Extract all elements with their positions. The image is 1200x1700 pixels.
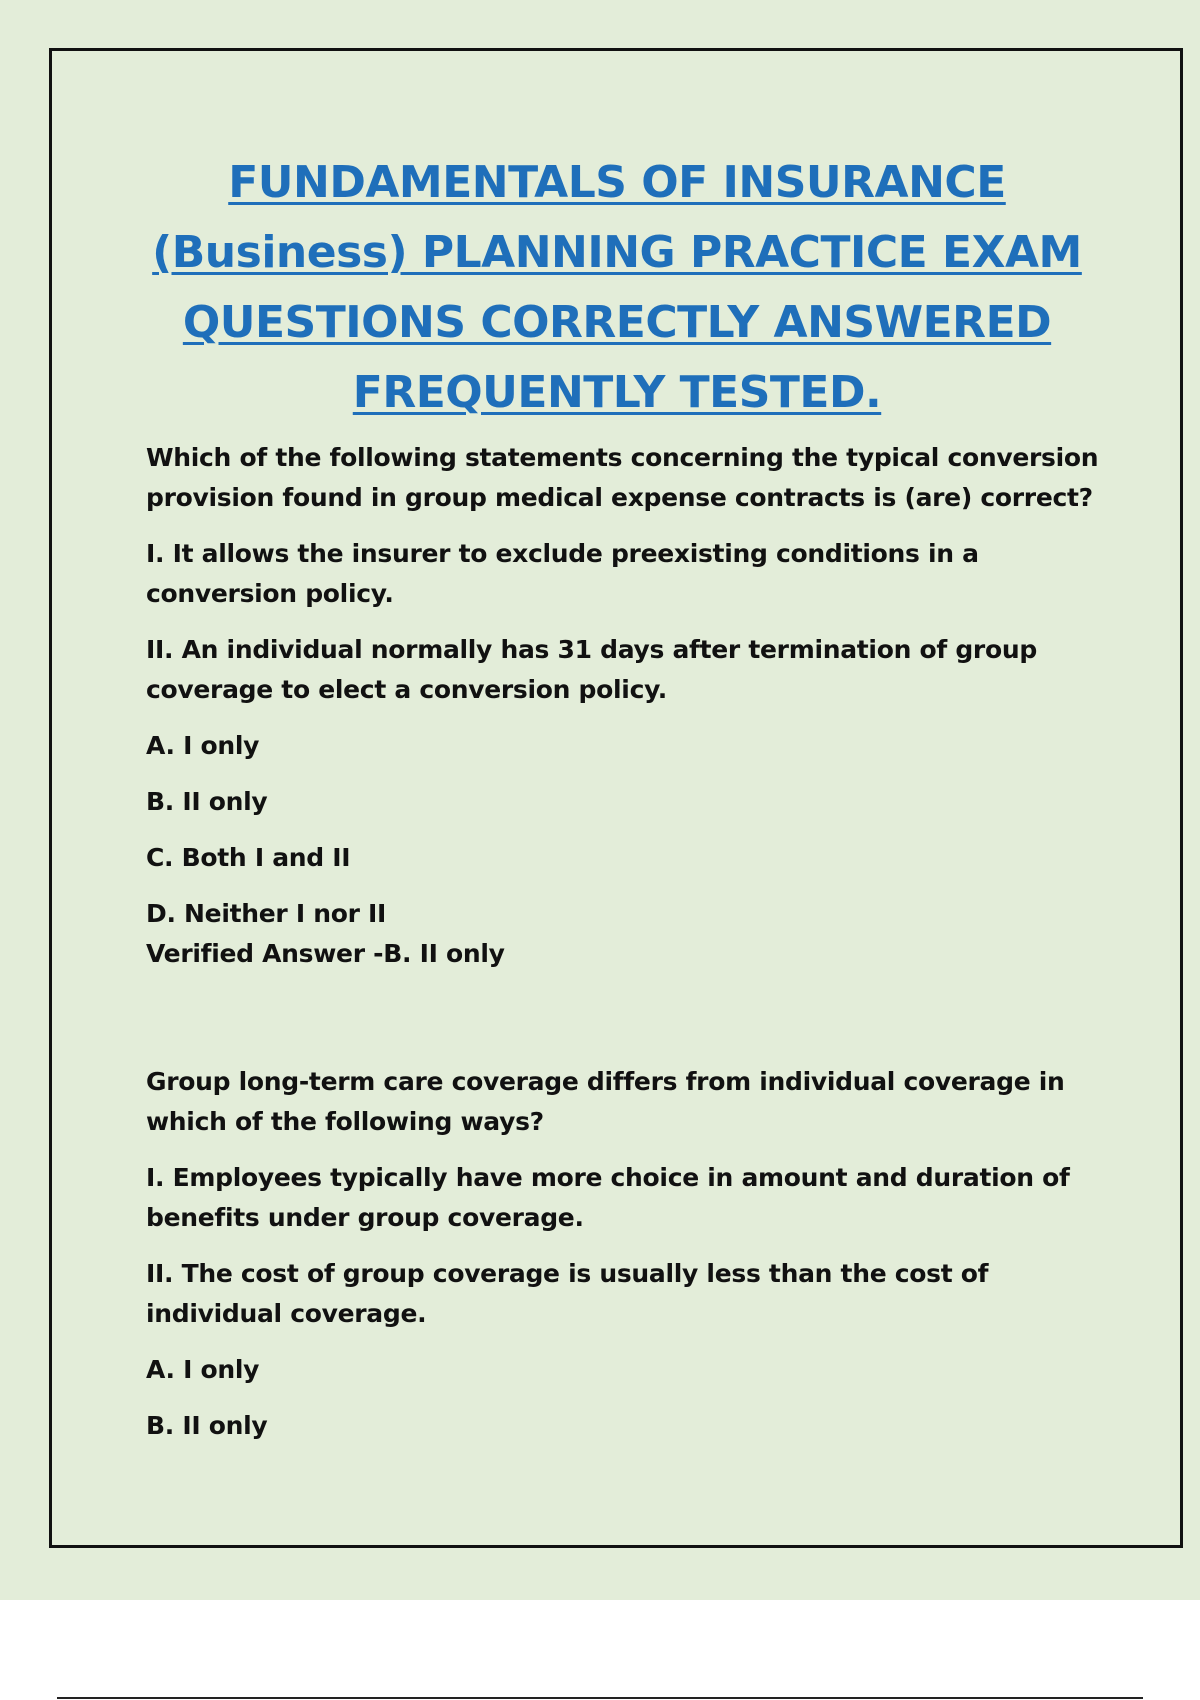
question-statement-2: II. The cost of group coverage is usually less than the cost of individual coverage. (146, 1259, 989, 1328)
question-stem: Group long-term care coverage differs from individual coverage in which of the following ways? (146, 1067, 1065, 1136)
verified-answer: Verified Answer -B. II only (146, 939, 505, 968)
option-a: A. I only (146, 1355, 260, 1384)
question-statement-1: I. Employees typically have more choice in amount and duration of benefits under group coverage. (146, 1163, 1070, 1232)
option-a: A. I only (146, 731, 260, 760)
footer-divider (57, 1697, 1143, 1699)
question-gap (146, 990, 1106, 1062)
option-d: D. Neither I nor II (146, 899, 387, 928)
option-b: B. II only (146, 1411, 268, 1440)
question-stem: Which of the following statements concerning the typical conversion provision found in group medical expense contracts is (are) correct? (146, 443, 1099, 512)
question-statement-1: I. It allows the insurer to exclude preexisting conditions in a conversion policy. (146, 539, 979, 608)
question-block-2 (146, 1062, 1106, 1446)
question-statement-2: II. An individual normally has 31 days after termination of group coverage to elect a conversion policy. (146, 635, 1037, 704)
question-block-1 (146, 438, 1106, 974)
document-title-text: FUNDAMENTALS OF INSURANCE (Business) PLANNING PRACTICE EXAM QUESTIONS CORRECTLY ANSWERED FREQUENTLY TESTED. (152, 157, 1082, 418)
option-c: C. Both I and II (146, 843, 351, 872)
document-title (100, 148, 1134, 428)
question-list (146, 438, 1106, 1462)
option-b: B. II only (146, 787, 268, 816)
